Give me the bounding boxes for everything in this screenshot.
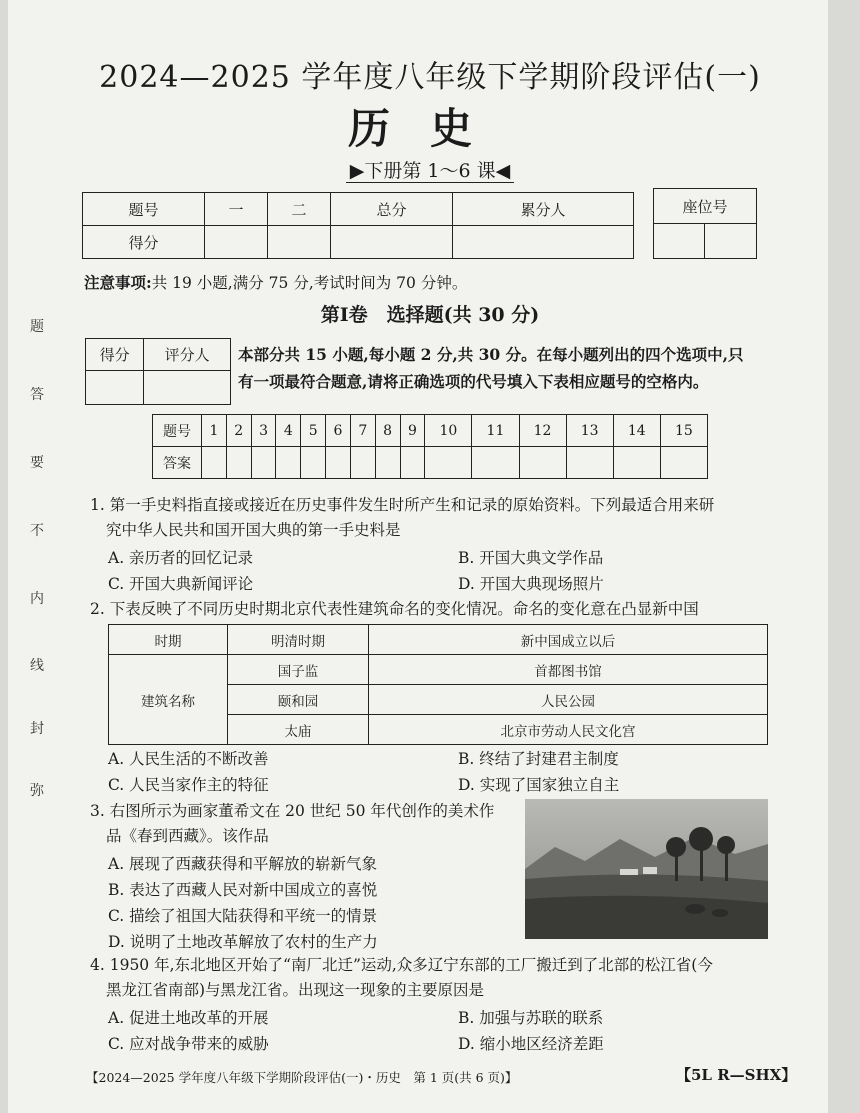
binding-char: 封 (30, 721, 44, 737)
score-row-label: 得分 (83, 226, 205, 259)
grader-name-label: 评分人 (144, 339, 231, 371)
score-header-cell: 总分 (330, 193, 452, 226)
instructions-line: 有一项最符合题意,请将正确选项的代号填入下表相应题号的空格内。 (238, 372, 709, 391)
answer-cell[interactable] (326, 447, 351, 479)
q3-stem-line2: 品《春到西藏》。该作品 (106, 827, 269, 845)
seat-cell[interactable] (705, 224, 757, 259)
section-instructions (238, 341, 778, 395)
answer-cell[interactable] (276, 447, 301, 479)
question-number-cell: 12 (519, 415, 566, 447)
page-footer: 【2024—2025 学年度八年级下学期阶段评估(一)・历史 第 1 页(共 6 页)】 (86, 1070, 518, 1085)
q4-option-a: A. 促进土地改革的开展 (108, 1009, 269, 1027)
q1-option-b: B. 开国大典文学作品 (458, 549, 604, 567)
answer-row-label: 答案 (153, 447, 202, 479)
answer-cell[interactable] (519, 447, 566, 479)
binding-char: 题 (30, 319, 44, 335)
score-header-cell: 题号 (83, 193, 205, 226)
table-old-name: 太庙 (228, 715, 369, 745)
score-header-cell: 二 (267, 193, 330, 226)
score-cell[interactable] (205, 226, 268, 259)
subject-title: 历史 (347, 104, 512, 153)
table-new-name: 人民公园 (369, 685, 768, 715)
question-number-cell: 13 (566, 415, 613, 447)
answer-cell[interactable] (226, 447, 251, 479)
table-row-label: 建筑名称 (109, 655, 228, 745)
question-number-cell: 4 (276, 415, 301, 447)
q1-option-a: A. 亲历者的回忆记录 (108, 549, 254, 567)
seat-cell[interactable] (654, 224, 705, 259)
answer-cell[interactable] (400, 447, 425, 479)
binding-char: 线 (30, 658, 44, 674)
answer-cell[interactable] (660, 447, 707, 479)
scope-text: ▶下册第 1～6 课◀ (346, 160, 514, 183)
answer-table (152, 414, 708, 479)
table-new-name: 北京市劳动人民文化宫 (369, 715, 768, 745)
q3-option-c: C. 描绘了祖国大陆获得和平统一的情景 (108, 907, 378, 925)
question-number-cell: 15 (660, 415, 707, 447)
table-header-new: 新中国成立以后 (369, 625, 768, 655)
answer-cell[interactable] (566, 447, 613, 479)
q4-option-d: D. 缩小地区经济差距 (458, 1035, 604, 1053)
question-number-cell: 5 (301, 415, 326, 447)
q2-option-b: B. 终结了封建君主制度 (458, 750, 619, 768)
seat-label: 座位号 (654, 189, 757, 224)
notice-text: 共 19 小题,满分 75 分,考试时间为 70 分钟。 (151, 274, 468, 292)
answer-header-label: 题号 (153, 415, 202, 447)
answer-cell[interactable] (613, 447, 660, 479)
question-number-cell: 14 (613, 415, 660, 447)
q3-option-a: A. 展现了西藏获得和平解放的崭新气象 (108, 855, 378, 873)
score-table (82, 192, 634, 259)
question-number-cell: 1 (202, 415, 227, 447)
building-table (108, 624, 768, 745)
scope-label (0, 156, 860, 183)
q4-stem-line2: 黑龙江省南部)与黑龙江省。出现这一现象的主要原因是 (106, 981, 485, 999)
answer-cell[interactable] (425, 447, 472, 479)
score-cell[interactable] (330, 226, 452, 259)
binding-char: 内 (30, 591, 44, 607)
q4-stem-line1: 4. 1950 年,东北地区开始了“南厂北迁”运动,众多辽宁东部的工厂搬迁到了北部的松江省(今 (90, 956, 713, 974)
answer-cell[interactable] (251, 447, 276, 479)
score-cell[interactable] (452, 226, 633, 259)
binding-char: 要 (30, 455, 44, 471)
seat-table (653, 188, 757, 259)
q1-option-d: D. 开国大典现场照片 (458, 575, 604, 593)
answer-cell[interactable] (202, 447, 227, 479)
q3-option-d: D. 说明了土地改革解放了农村的生产力 (108, 933, 378, 951)
score-header-cell: 一 (205, 193, 268, 226)
answer-cell[interactable] (472, 447, 519, 479)
notice (84, 271, 467, 293)
spring-in-tibet-painting (525, 799, 768, 939)
grader-score-label: 得分 (86, 339, 144, 371)
table-header-period: 时期 (109, 625, 228, 655)
grader-name-cell[interactable] (144, 371, 231, 405)
question-number-cell: 10 (425, 415, 472, 447)
answer-cell[interactable] (375, 447, 400, 479)
instructions-line: 本部分共 15 小题,每小题 2 分,共 30 分。在每小题列出的四个选项中,只 (238, 345, 744, 364)
question-number-cell: 3 (251, 415, 276, 447)
question-number-cell: 9 (400, 415, 425, 447)
binding-char: 弥 (30, 783, 44, 799)
table-new-name: 首都图书馆 (369, 655, 768, 685)
question-number-cell: 7 (350, 415, 375, 447)
score-cell[interactable] (267, 226, 330, 259)
answer-cell[interactable] (350, 447, 375, 479)
q3-option-b: B. 表达了西藏人民对新中国成立的喜悦 (108, 881, 378, 899)
exam-title: 2024—2025 学年度八年级下学期阶段评估(一) (99, 60, 761, 95)
answer-cell[interactable] (301, 447, 326, 479)
notice-label: 注意事项: (84, 273, 152, 292)
question-number-cell: 8 (375, 415, 400, 447)
q3-stem-line1: 3. 右图所示为画家董希文在 20 世纪 50 年代创作的美术作 (90, 802, 495, 820)
q1-stem-line2: 究中华人民共和国开国大典的第一手史料是 (106, 521, 401, 539)
table-header-mingqing: 明清时期 (228, 625, 369, 655)
table-old-name: 国子监 (228, 655, 369, 685)
q2-option-d: D. 实现了国家独立自主 (458, 776, 620, 794)
section-title: 第Ⅰ卷 选择题(共 30 分) (320, 304, 540, 326)
question-number-cell: 11 (472, 415, 519, 447)
q1-stem-line1: 1. 第一手史料指直接或接近在历史事件发生时所产生和记录的原始资料。下列最适合用来研 (90, 496, 715, 514)
q2-option-a: A. 人民生活的不断改善 (108, 750, 269, 768)
q4-option-c: C. 应对战争带来的威胁 (108, 1035, 269, 1053)
grader-score-cell[interactable] (86, 371, 144, 405)
score-header-cell: 累分人 (452, 193, 633, 226)
q4-option-b: B. 加强与苏联的联系 (458, 1009, 604, 1027)
paper-code: 【5L R—SHX】 (676, 1066, 797, 1084)
q2-option-c: C. 人民当家作主的特征 (108, 776, 269, 794)
binding-char: 答 (30, 387, 44, 403)
question-number-cell: 2 (226, 415, 251, 447)
q2-stem: 2. 下表反映了不同历史时期北京代表性建筑命名的变化情况。命名的变化意在凸显新中国 (90, 600, 699, 618)
question-number-cell: 6 (326, 415, 351, 447)
q1-option-c: C. 开国大典新闻评论 (108, 575, 254, 593)
grader-table (85, 338, 231, 405)
binding-char: 不 (30, 523, 44, 539)
table-old-name: 颐和园 (228, 685, 369, 715)
